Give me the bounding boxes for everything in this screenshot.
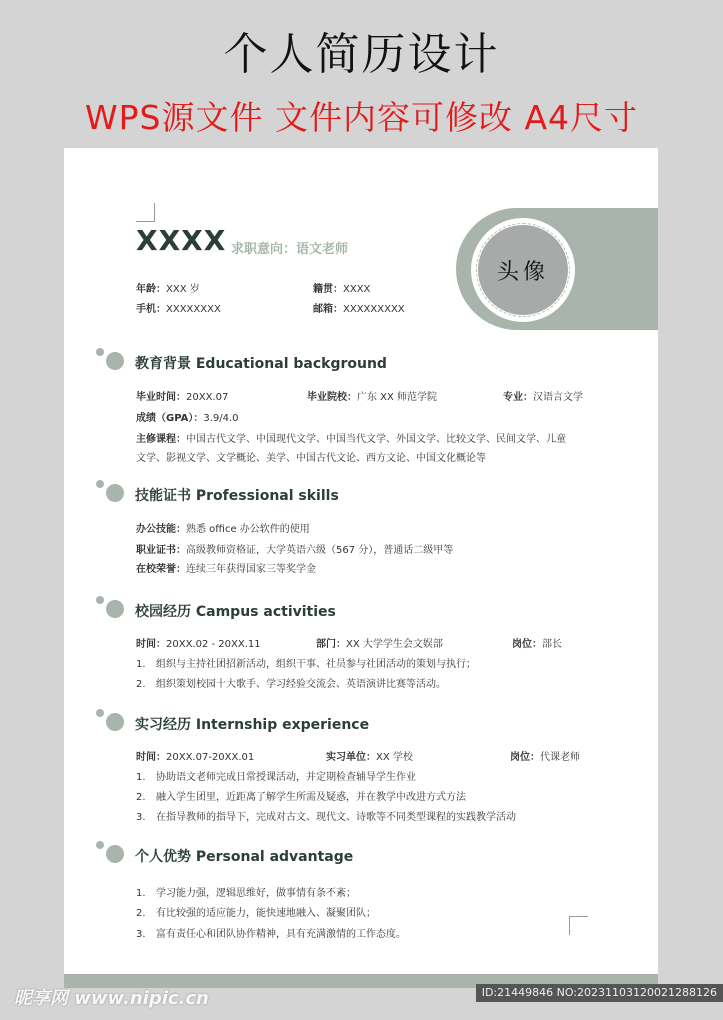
job-intent: 求职意向：语文老师 xyxy=(231,242,349,257)
info-email-value: XXXXXXXXX xyxy=(343,304,405,315)
section-title-campus: 校园经历 Campus activities xyxy=(135,604,336,620)
advantage-item-number: 2. xyxy=(136,908,146,919)
campus-item-text: 组织与主持社团招新活动，组织干事、社员参与社团活动的策划与执行； xyxy=(156,659,476,670)
campus-role-value: 部长 xyxy=(542,639,562,650)
section-dot-large xyxy=(106,845,124,863)
intern-item-text: 在指导教师的指导下，完成对古文、现代文、诗歌等不同类型课程的实践教学活动 xyxy=(156,812,516,823)
info-native-value: XXXX xyxy=(343,284,371,295)
watermark-logo: 昵享网 www.nipic.cn xyxy=(14,988,209,1009)
section-title-internship: 实习经历 Internship experience xyxy=(135,717,370,733)
intern-unit xyxy=(326,748,413,763)
section-title-advantage: 个人优势 Personal advantage xyxy=(135,849,354,865)
banner-title: 个人简历设计 xyxy=(223,29,500,80)
intern-item xyxy=(136,788,466,803)
campus-role-label: 岗位： xyxy=(512,639,542,650)
advantage-item xyxy=(136,925,406,940)
section-dot-large xyxy=(106,600,124,618)
advantage-item-number: 3. xyxy=(136,929,146,940)
info-email xyxy=(313,300,405,315)
intern-item-text: 融入学生团里，近距离了解学生所需及疑惑，并在教学中改进方式方法 xyxy=(156,792,466,803)
campus-role xyxy=(512,635,562,650)
section-dot-small xyxy=(96,709,104,717)
info-phone-label: 手机： xyxy=(136,304,166,315)
avatar-placeholder[interactable]: 头像 xyxy=(478,225,568,315)
skill-honor-value: 连续三年获得国家三等奖学金 xyxy=(186,564,316,575)
corner-mark-bottom-right xyxy=(569,916,588,935)
skill-honor-label: 在校荣誉： xyxy=(136,564,186,575)
campus-dept-value: XX 大学学生会文娱部 xyxy=(346,639,443,650)
advantage-item-number: 1. xyxy=(136,888,146,899)
edu-major-value: 汉语言文学 xyxy=(533,392,583,403)
section-title-skills: 技能证书 Professional skills xyxy=(135,488,339,504)
skill-cert xyxy=(136,541,453,556)
intern-item-text: 协助语文老师完成日常授课活动，并定期检查辅导学生作业 xyxy=(156,772,416,783)
campus-item-number: 2. xyxy=(136,679,146,690)
intern-time-label: 时间： xyxy=(136,752,166,763)
skill-office xyxy=(136,520,310,535)
edu-major xyxy=(503,388,583,403)
edu-courses-text-1: 中国古代文学、中国现代文学、中国当代文学、外国文学、比较文学、民间文学、儿童 xyxy=(186,434,566,445)
resume-name: XXXX xyxy=(136,224,227,257)
edu-courses-line-1 xyxy=(136,430,566,445)
skill-honor xyxy=(136,560,316,575)
skill-cert-value: 高级教师资格证，大学英语六级（567 分），普通话二级甲等 xyxy=(186,545,454,556)
intern-item-number: 3. xyxy=(136,812,146,823)
campus-dept-label: 部门： xyxy=(316,639,346,650)
intern-time xyxy=(136,748,254,763)
intern-role-label: 岗位： xyxy=(510,752,540,763)
advantage-item-text: 富有责任心和团队协作精神，具有充满激情的工作态度。 xyxy=(156,929,406,940)
advantage-item xyxy=(136,904,376,919)
intern-role xyxy=(510,748,580,763)
advantage-item xyxy=(136,884,356,899)
campus-item-text: 组织策划校园十大歌手、学习经验交流会、英语演讲比赛等活动。 xyxy=(156,679,446,690)
skill-office-value: 熟悉 office 办公软件的使用 xyxy=(186,524,310,535)
intern-item-number: 1. xyxy=(136,772,146,783)
campus-time xyxy=(136,635,261,650)
edu-grad-time-label: 毕业时间： xyxy=(136,392,186,403)
info-email-label: 邮箱： xyxy=(313,304,343,315)
edu-courses-label: 主修课程： xyxy=(136,434,186,445)
info-age xyxy=(136,280,200,295)
edu-school-label: 毕业院校： xyxy=(307,392,357,403)
section-dot-large xyxy=(106,352,124,370)
section-dot-large xyxy=(106,484,124,502)
intern-time-value: 20XX.07-20XX.01 xyxy=(166,752,255,763)
advantage-item-text: 有比较强的适应能力，能快速地融入、凝聚团队； xyxy=(156,908,376,919)
campus-time-value: 20XX.02 - 20XX.11 xyxy=(166,639,261,650)
info-age-label: 年龄： xyxy=(136,284,166,295)
intern-item-number: 2. xyxy=(136,792,146,803)
corner-mark-top-left xyxy=(136,203,155,222)
info-native-label: 籍贯： xyxy=(313,284,343,295)
intern-unit-value: XX 学校 xyxy=(376,752,413,763)
edu-gpa xyxy=(136,409,239,424)
section-title-education: 教育背景 Educational background xyxy=(135,356,387,372)
info-phone xyxy=(136,300,221,315)
campus-item xyxy=(136,655,476,670)
advantage-item-text: 学习能力强，逻辑思维好，做事情有条不紊； xyxy=(156,888,356,899)
edu-gpa-label: 成绩（GPA）： xyxy=(136,413,204,424)
info-age-value: XXX 岁 xyxy=(166,284,200,295)
campus-time-label: 时间： xyxy=(136,639,166,650)
skill-cert-label: 职业证书： xyxy=(136,545,186,556)
watermark-id: ID:21449846 NO:20231103120021288126 xyxy=(476,984,723,1002)
section-dot-small xyxy=(96,841,104,849)
edu-grad-time-value: 20XX.07 xyxy=(186,392,229,403)
skill-office-label: 办公技能： xyxy=(136,524,186,535)
intern-item xyxy=(136,808,516,823)
edu-grad-time xyxy=(136,388,228,403)
section-dot-small xyxy=(96,596,104,604)
section-dot-large xyxy=(106,713,124,731)
section-dot-small xyxy=(96,348,104,356)
campus-dept xyxy=(316,635,443,650)
intern-item xyxy=(136,768,416,783)
edu-major-label: 专业： xyxy=(503,392,533,403)
edu-school xyxy=(307,388,437,403)
intern-role-value: 代课老师 xyxy=(540,752,580,763)
edu-courses-line-2: 文学、影视文学、文学概论、美学、中国古代文论、西方文论、中国文化概论等 xyxy=(136,453,486,464)
resume-page xyxy=(64,148,658,988)
banner-subtitle: WPS源文件 文件内容可修改 A4尺寸 xyxy=(84,98,639,137)
campus-item-number: 1. xyxy=(136,659,146,670)
intern-unit-label: 实习单位： xyxy=(326,752,376,763)
info-phone-value: XXXXXXXX xyxy=(166,304,221,315)
info-native xyxy=(313,280,370,295)
edu-school-value: 广东 XX 师范学院 xyxy=(357,392,438,403)
section-dot-small xyxy=(96,480,104,488)
campus-item xyxy=(136,675,446,690)
edu-gpa-value: 3.9/4.0 xyxy=(203,413,239,424)
